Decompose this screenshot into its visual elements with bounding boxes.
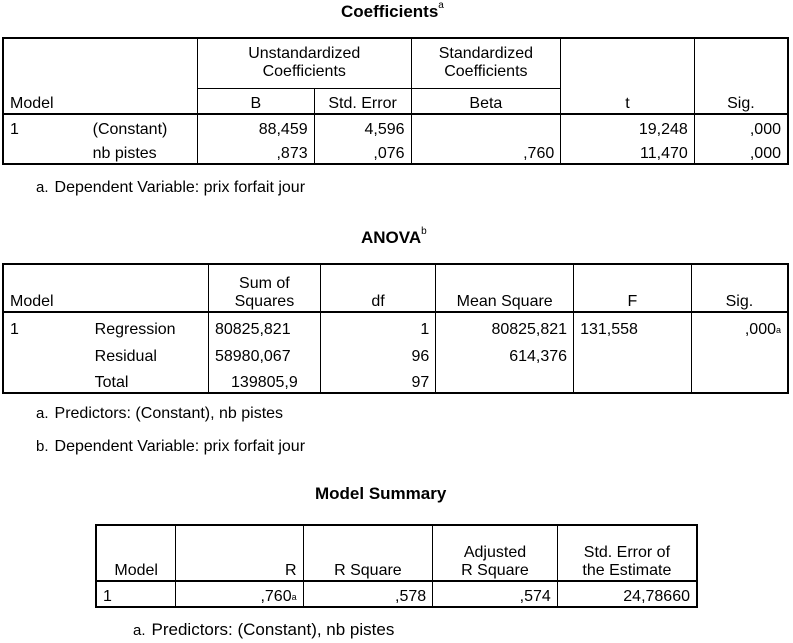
model-summary-title xyxy=(315,484,446,504)
anova-row-ms xyxy=(436,366,574,393)
anova-row-ms: 614,376 xyxy=(436,339,574,366)
ms-row-r: ,760$^a$ xyxy=(176,581,303,607)
anova-title-sup: b xyxy=(421,226,427,237)
footnote-label: b. xyxy=(36,438,49,455)
anova-row-model xyxy=(3,339,81,366)
coef-header-sig: Sig. xyxy=(694,38,788,114)
anova-row-f: 131,558 xyxy=(574,312,692,339)
ms-header-r: R xyxy=(176,525,303,581)
anova-header-model: Model xyxy=(3,264,208,312)
coef-header-beta: Beta xyxy=(411,88,561,114)
anova-footnote-b xyxy=(36,438,305,456)
coef-row-model xyxy=(3,139,79,164)
anova-row-model xyxy=(3,366,81,393)
footnote-label: a. xyxy=(36,179,49,196)
anova-header-ms: Mean Square xyxy=(436,264,574,312)
footnote-text: Dependent Variable: prix forfait jour xyxy=(54,438,306,455)
footnote-label: a. xyxy=(36,405,49,422)
coef-header-model: Model xyxy=(3,38,197,114)
anova-row-f xyxy=(574,366,692,393)
anova-header-df: df xyxy=(320,264,435,312)
ms-r-sup: a xyxy=(291,592,297,602)
coef-row-b: ,873 xyxy=(197,139,314,164)
coef-row-b: 88,459 xyxy=(197,114,314,139)
anova-row-ms: 80825,821 xyxy=(436,312,574,339)
anova-row-sig xyxy=(691,339,788,366)
anova-row-ss: 139805,9 xyxy=(208,366,320,393)
footnote-text: Dependent Variable: prix forfait jour xyxy=(54,179,306,196)
anova-row-sig xyxy=(691,366,788,393)
coefficients-table xyxy=(2,37,789,165)
table-row xyxy=(3,339,788,366)
ms-row-rsq: ,578 xyxy=(303,581,433,607)
coef-row-sig: ,000 xyxy=(694,139,788,164)
anova-row-f xyxy=(574,339,692,366)
coef-row-se: 4,596 xyxy=(314,114,411,139)
model-summary-table xyxy=(95,524,698,608)
coef-header-se: Std. Error xyxy=(314,88,411,114)
coef-header-unstd: Unstandardized Coefficients xyxy=(197,38,411,88)
ms-header-see: Std. Error of the Estimate xyxy=(557,525,697,581)
ms-row-adj: ,574 xyxy=(433,581,558,607)
anova-row-df: 97 xyxy=(320,366,435,393)
coef-row-sig: ,000 xyxy=(694,114,788,139)
anova-header-f: F xyxy=(574,264,692,312)
ms-row-see: 24,78660 xyxy=(557,581,697,607)
anova-row-label: Residual xyxy=(81,339,209,366)
coef-row-t: 19,248 xyxy=(561,114,695,139)
coefficients-footnote xyxy=(36,179,305,197)
anova-footnote-a xyxy=(36,405,283,423)
model-summary-footnote xyxy=(133,620,394,640)
anova-title xyxy=(361,228,427,248)
anova-row-ss: 80825,821 xyxy=(208,312,320,339)
table-row xyxy=(3,312,788,339)
coef-header-t: t xyxy=(561,38,695,114)
ms-row-model: 1 xyxy=(96,581,176,607)
coef-row-beta xyxy=(411,114,561,139)
anova-row-model: 1 xyxy=(3,312,81,339)
footnote-text: Predictors: (Constant), nb pistes xyxy=(54,405,284,422)
coef-row-label: nb pistes xyxy=(79,139,198,164)
anova-row-ss: 58980,067 xyxy=(208,339,320,366)
coef-row-label: (Constant) xyxy=(79,114,198,139)
anova-header-sig: Sig. xyxy=(691,264,788,312)
coefficients-title xyxy=(341,2,444,22)
coef-header-b: B xyxy=(197,88,314,114)
anova-table xyxy=(2,263,789,394)
anova-title-text: ANOVA xyxy=(361,228,422,247)
ms-header-adj: Adjusted R Square xyxy=(433,525,558,581)
footnote-label: a. xyxy=(133,622,146,639)
anova-row-df: 96 xyxy=(320,339,435,366)
anova-row-label: Total xyxy=(81,366,209,393)
anova-row-label: Regression xyxy=(81,312,209,339)
model-summary-title-text: Model Summary xyxy=(315,484,447,503)
coef-row-model: 1 xyxy=(3,114,79,139)
anova-row-df: 1 xyxy=(320,312,435,339)
anova-sig-sup: a xyxy=(775,325,781,335)
coefficients-title-sup: a xyxy=(438,0,444,11)
ms-header-rsq: R Square xyxy=(303,525,433,581)
table-row xyxy=(96,581,697,607)
coefficients-title-text: Coefficients xyxy=(341,2,439,21)
ms-header-model: Model xyxy=(96,525,176,581)
table-row xyxy=(3,139,788,164)
anova-row-sig: ,000$^a$ xyxy=(691,312,788,339)
coef-row-t: 11,470 xyxy=(561,139,695,164)
coef-row-se: ,076 xyxy=(314,139,411,164)
coef-header-std: Standardized Coefficients xyxy=(411,38,561,88)
table-row xyxy=(3,366,788,393)
footnote-text: Predictors: (Constant), nb pistes xyxy=(151,620,395,639)
anova-header-ss: Sum of Squares xyxy=(208,264,320,312)
table-row xyxy=(3,114,788,139)
coef-row-beta: ,760 xyxy=(411,139,561,164)
